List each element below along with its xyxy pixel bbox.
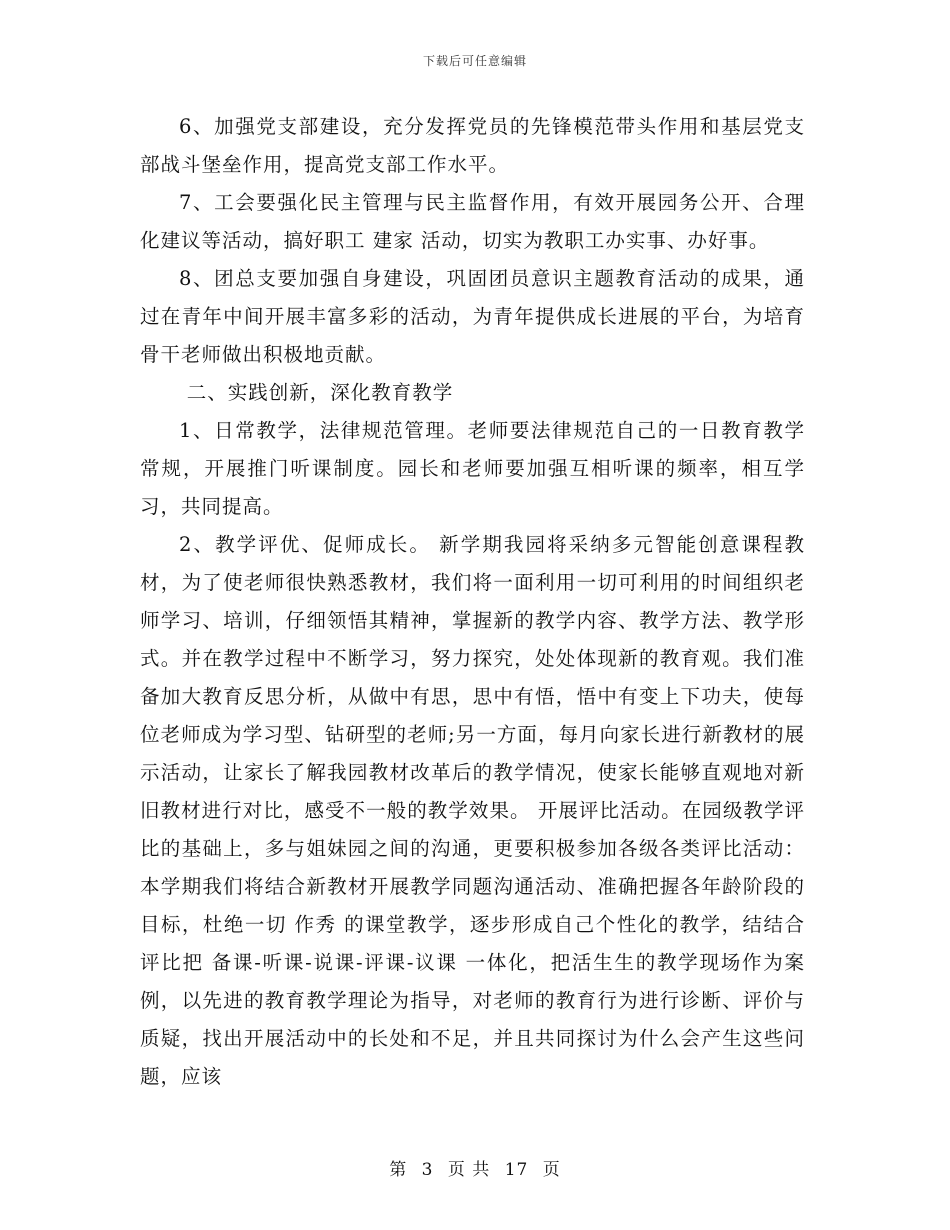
paragraph-youth-league: 8、团总支要加强自身建设，巩固团员意识主题教育活动的成果，通过在青年中间开展丰富多彩的活动，为青年提供成长进展的平台，为培育骨干老师做出积极地贡献。 [140,267,805,366]
footer-page-number: 3 [421,1160,434,1180]
page-footer [0,1155,950,1180]
paragraph-teaching-evaluation: 2、教学评优、促师成长。 新学期我园将采纳多元智能创意课程教材，为了使老师很快熟悉教材，我们将一面利用一切可利用的时间组织老师学习、培训，仔细领悟其精神，掌握新的教学内容、教学方法、教学形式。并在教学过程中不断学习，努力探究，处处体现新的教育观。我们准备加大教育反思分析，从做中有思，思中有悟，悟中有变上下功夫，使每位老师成为学习型、钻研型的老师;另一方面，每月向家长进行新教材的展示活动，让家长了解我园教材改革后的教学情况，使家长能够直观地对新旧教材进行对比，感受不一般的教学效果。 开展评比活动。在园级教学评比的基础上，多与姐妹园之间的沟通，更要积极参加各级各类评比活动：本学期我们将结合新教材开展教学同题沟通活动、准确把握各年龄阶段的目标，杜绝一切 作秀 的课堂教学，逐步形成自己个性化的教学，结结合评比把 备课-听课-说课-评课-议课 一体化，把活生生的教学现场作为案例，以先进的教育教学理论为指导，对老师的教育行为进行诊断、评价与质疑，找出开展活动中的长处和不足，并且共同探讨为什么会产生这些问题，应该 [140,533,805,1088]
paragraph-party-branch: 6、加强党支部建设，充分发挥党员的先锋模范带头作用和基层党支部战斗堡垒作用，提高党支部工作水平。 [140,115,805,176]
header-note: 下载后可任意编辑 [422,54,527,68]
paragraph-daily-teaching: 1、日常教学，法律规范管理。老师要法律规范自己的一日教育教学常规，开展推门听课制度。园长和老师要加强互相听课的频率，相互学习，共同提高。 [140,419,805,518]
paragraph-union: 7、工会要强化民主管理与民主监督作用，有效开展园务公开、合理化建议等活动，搞好职工 建家 活动，切实为教职工办实事、办好事。 [140,191,805,252]
footer-prefix: 第 [389,1160,408,1180]
footer-total-pages: 17 [504,1160,529,1180]
footer-suffix: 页 [542,1160,561,1180]
footer-middle: 页 共 [447,1160,491,1180]
document-body [140,108,805,1096]
section-heading: 二、实践创新，深化教育教学 [186,381,454,404]
